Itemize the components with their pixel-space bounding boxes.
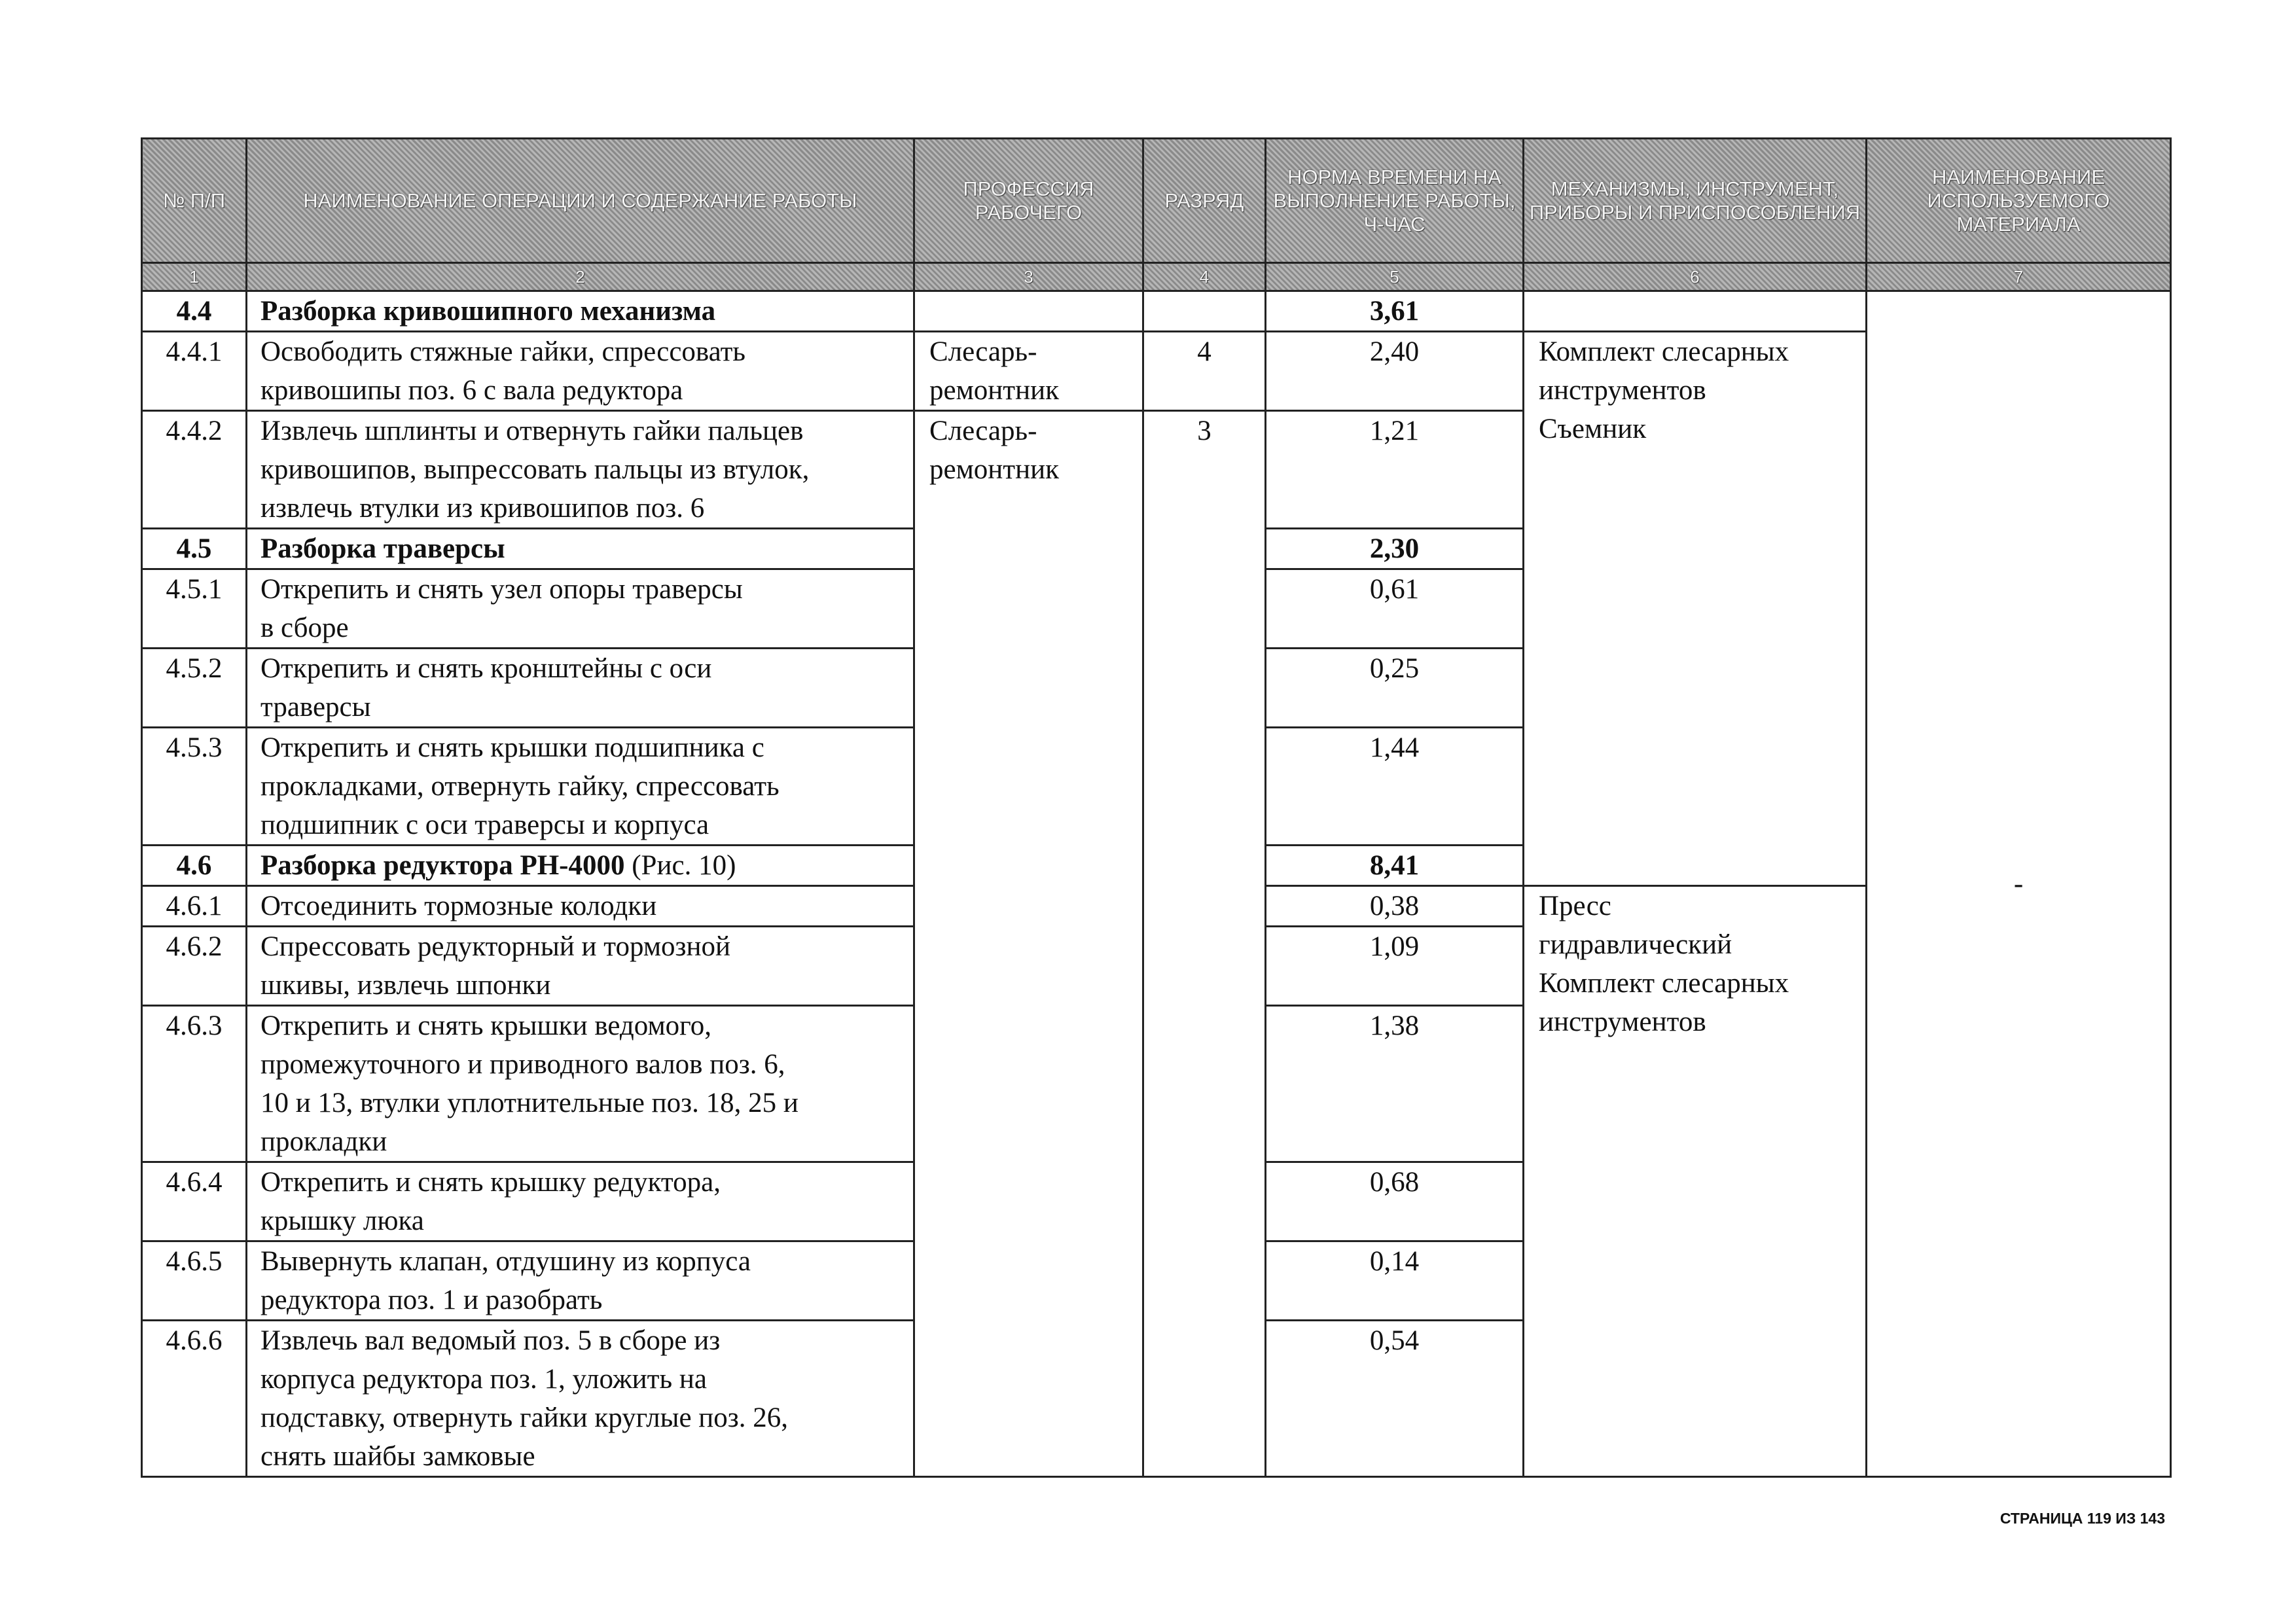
row-number: 4.4 [142,291,247,332]
row-number: 4.6.6 [142,1321,247,1477]
header-mechanisms: МЕХАНИЗМЫ, ИНСТРУМЕНТ, ПРИБОРЫ И ПРИСПОСОБЛЕНИЯ [1524,139,1867,263]
empty-cell [1143,291,1266,332]
row-number: 4.5.3 [142,728,247,846]
row-number: 4.6.5 [142,1241,247,1321]
profession-cell: Слесарь- ремонтник [914,411,1143,1477]
row-number: 4.6 [142,846,247,886]
row-time: 0,25 [1266,649,1524,728]
header-num: № П/П [142,139,247,263]
row-time: 2,40 [1266,332,1524,411]
row-time: 0,14 [1266,1241,1524,1321]
row-operation: Разборка редуктора РН-4000 (Рис. 10) [247,846,914,886]
row-number: 4.5 [142,529,247,569]
profession-cell: Слесарь- ремонтник [914,332,1143,411]
col-number: 3 [914,263,1143,291]
row-time: 1,09 [1266,927,1524,1006]
grade-cell: 3 [1143,411,1266,1477]
grade-cell: 4 [1143,332,1266,411]
row-time: 0,68 [1266,1162,1524,1241]
row-time: 3,61 [1266,291,1524,332]
row-number: 4.4.1 [142,332,247,411]
mechanisms-cell: Комплект слесарных инструментов Съемник [1524,332,1867,886]
row-operation: Извлечь шплинты и отвернуть гайки пальцев кривошипов, выпрессовать пальцы из втулок, извлечь втулки из кривошипов поз. 6 [247,411,914,529]
row-time: 8,41 [1266,846,1524,886]
row-time: 0,54 [1266,1321,1524,1477]
row-time: 1,38 [1266,1006,1524,1162]
mechanisms-cell: Пресс гидравлический Комплект слесарных инструментов [1524,886,1867,1477]
table-row [142,291,2171,332]
row-number: 4.6.4 [142,1162,247,1241]
row-operation: Открепить и снять крышки подшипника с прокладками, отвернуть гайку, спрессовать подшипник с оси траверсы и корпуса [247,728,914,846]
header-operation: НАИМЕНОВАНИЕ ОПЕРАЦИИ И СОДЕРЖАНИЕ РАБОТЫ [247,139,914,263]
row-time: 2,30 [1266,529,1524,569]
row-operation: Разборка траверсы [247,529,914,569]
row-time: 1,44 [1266,728,1524,846]
empty-cell [914,291,1143,332]
work-table-sheet [141,137,2172,1478]
row-number: 4.6.1 [142,886,247,927]
row-operation: Открепить и снять узел опоры траверсы в сборе [247,569,914,649]
row-time: 1,21 [1266,411,1524,529]
col-number: 4 [1143,263,1266,291]
col-number: 6 [1524,263,1867,291]
header-time: НОРМА ВРЕМЕНИ НА ВЫПОЛНЕНИЕ РАБОТЫ, Ч-ЧАС [1266,139,1524,263]
row-number: 4.5.1 [142,569,247,649]
row-operation: Освободить стяжные гайки, спрессовать кривошипы поз. 6 с вала редуктора [247,332,914,411]
row-number: 4.6.3 [142,1006,247,1162]
row-operation: Открепить и снять крышку редуктора, крышку люка [247,1162,914,1241]
row-operation: Разборка кривошипного механизма [247,291,914,332]
empty-cell [1524,291,1867,332]
header-profession: ПРОФЕССИЯ РАБОЧЕГО [914,139,1143,263]
row-number: 4.4.2 [142,411,247,529]
row-number: 4.6.2 [142,927,247,1006]
col-number: 5 [1266,263,1524,291]
row-operation: Отсоединить тормозные колодки [247,886,914,927]
header-material: НАИМЕНОВАНИЕ ИСПОЛЬЗУЕМОГО МАТЕРИАЛА [1867,139,2171,263]
row-operation: Открепить и снять кронштейны с оси траверсы [247,649,914,728]
col-number: 1 [142,263,247,291]
row-time: 0,61 [1266,569,1524,649]
page-number: СТРАНИЦА 119 ИЗ 143 [2000,1510,2165,1527]
row-number: 4.5.2 [142,649,247,728]
material-cell: - [1867,291,2171,1477]
work-operations-table [141,137,2172,1478]
row-operation: Спрессовать редукторный и тормозной шкивы, извлечь шпонки [247,927,914,1006]
row-operation: Открепить и снять крышки ведомого, промежуточного и приводного валов поз. 6, 10 и 13, втулки уплотнительные поз. 18, 25 и прокладки [247,1006,914,1162]
row-operation: Извлечь вал ведомый поз. 5 в сборе из корпуса редуктора поз. 1, уложить на подставку, отвернуть гайки круглые поз. 26, снять шайбы замковые [247,1321,914,1477]
header-grade: РАЗРЯД [1143,139,1266,263]
row-operation: Вывернуть клапан, отдушину из корпуса редуктора поз. 1 и разобрать [247,1241,914,1321]
row-time: 0,38 [1266,886,1524,927]
col-number: 7 [1867,263,2171,291]
col-number: 2 [247,263,914,291]
